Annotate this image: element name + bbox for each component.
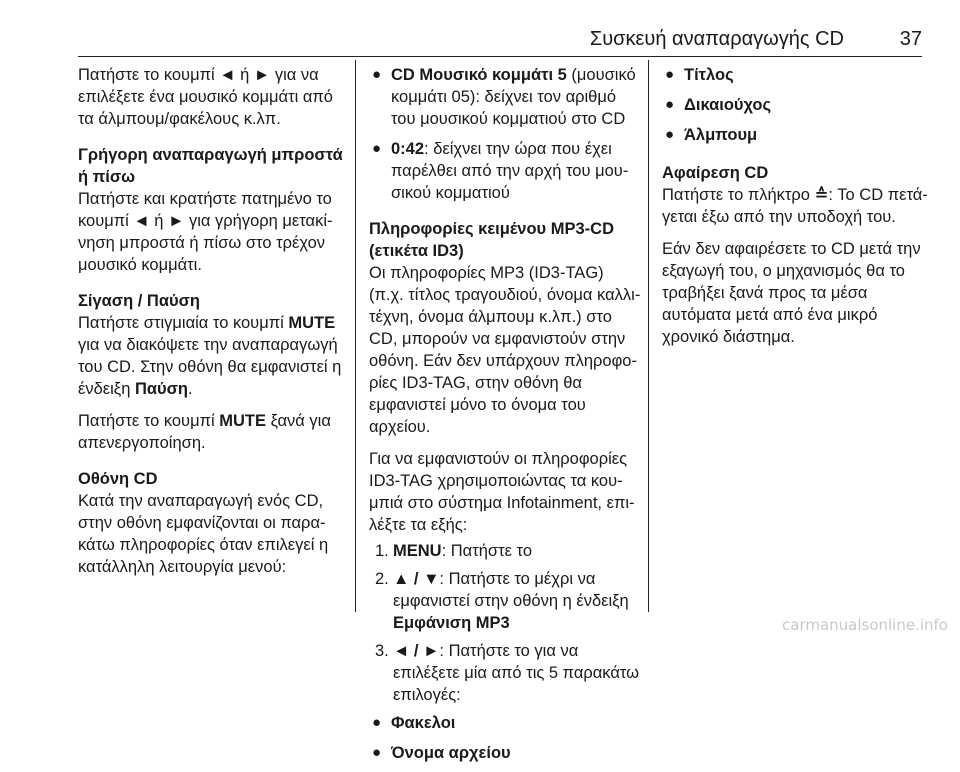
step-1 <box>369 540 641 562</box>
column-3 <box>662 64 932 358</box>
bullet-dot: ● <box>372 744 382 761</box>
bullet-dot: ● <box>372 714 382 731</box>
fast-forward-heading: Γρήγορη αναπαραγωγή μπροστά ή πίσω <box>78 146 343 186</box>
step-2 <box>369 568 641 634</box>
mp3-info-text: Οι πληροφορίες MP3 (ID3-TAG) (π.χ. τίτλος τραγουδιού, όνομα καλλιτέχνη, όνομα άλμπουμ κ.λπ.) στο CD, μπορούν να εμφανιστούν στην οθόνη. Εάν δεν υπάρχουν πληροφορίες ID3-TAG, στην οθόνη θα εμφανιστεί μόνο το όνομα του αρχείου. <box>369 264 641 436</box>
column-2 <box>369 64 641 772</box>
mute-key-label: MUTE <box>288 314 336 332</box>
track-display-label: CD Μουσικό κομμάτι 5 <box>391 66 567 84</box>
intro-paragraph: Πατήστε το κουμπί ◄ ή ► για να επιλέξετε ένα μουσικό κομμάτι από τα άλμπουμ/φακέλους κ.λπ. <box>78 66 333 128</box>
bullet-dot: ● <box>665 66 675 83</box>
time-display-text: : δείχνει την ώρα που έχει παρέλθει από την αρχή του μουσικού κομματιού <box>391 140 629 202</box>
bullet-dot: ● <box>372 66 382 83</box>
cd-screen-text: Κατά την αναπαραγωγή ενός CD, στην οθόνη εμφανίζονται οι παρακάτω πληροφορίες όταν επιλεγεί η κατάλληλη λειτουργία μενού: <box>78 492 329 576</box>
step-number: 1. <box>375 542 389 560</box>
list-item <box>662 94 932 116</box>
mute-text-pre: Πατήστε στιγμιαία το κουμπί <box>78 314 289 332</box>
unmute-text-pre: Πατήστε το κουμπί <box>78 412 220 430</box>
page-header <box>78 26 922 57</box>
up-down-key-label: ▲ / ▼ <box>393 570 440 588</box>
unmute-paragraph <box>78 410 348 454</box>
unmute-key-label: MUTE <box>219 412 266 430</box>
eject-auto-reload-text: Εάν δεν αφαιρέσετε το CD μετά την εξαγωγή του, ο μηχανισμός θα το τραβήξει ξανά προς τα μέσα αυτόματα μετά από ένα μικρό χρονικό διάστημα. <box>662 240 921 346</box>
option-filename: Όνομα αρχείου <box>391 744 511 762</box>
eject-text: : Το CD πετάγεται έξω από την υποδοχή του. <box>662 186 928 226</box>
eject-icon: ≙ <box>814 186 829 204</box>
unmute-text-end: ξανά για απενεργοποίηση. <box>78 412 331 452</box>
mute-paragraph <box>78 312 348 400</box>
option-album: Άλμπουμ <box>684 126 758 144</box>
mute-text-mid: για να διακόψετε την αναπαραγωγή του CD. Στην οθόνη θα εμφανιστεί η ένδειξη <box>78 336 342 398</box>
eject-heading: Αφαίρεση CD <box>662 164 769 182</box>
section-title: Συσκευή αναπαραγωγής CD <box>589 28 844 50</box>
step-1-text: : Πατήστε το <box>441 542 533 560</box>
mute-text-end: . <box>188 380 193 398</box>
bullet-dot: ● <box>665 126 675 143</box>
cd-screen-heading: Οθόνη CD <box>78 470 158 488</box>
list-item <box>369 138 641 204</box>
mp3-instructions: Για να εμφανιστούν οι πληροφορίες ID3-TAG χρησιμοποιώντας τα κουμπιά στο σύστημα Infotainment, επιλέξτε τα εξής: <box>369 450 635 534</box>
mute-heading: Σίγαση / Παύση <box>78 292 200 310</box>
column-divider-1 <box>355 60 356 612</box>
step-3-text: : Πατήστε το για να επιλέξετε μία από τις 5 παρακάτω επιλογές: <box>393 642 640 704</box>
step-number: 3. <box>375 642 389 660</box>
bullet-dot: ● <box>665 96 675 113</box>
column-divider-2 <box>648 60 649 612</box>
column-1 <box>78 64 348 588</box>
eject-paragraph <box>662 184 932 228</box>
pause-label: Παύση <box>134 380 188 398</box>
step-2-text: : Πατήστε το μέχρι να εμφανιστεί στην οθόνη η ένδειξη <box>393 570 629 610</box>
list-item <box>369 742 641 764</box>
watermark: carmanualsonline.info <box>782 616 948 634</box>
option-title: Τίτλος <box>684 66 734 84</box>
track-display-text: (μουσικό κομμάτι 05): δείχνει τον αριθμό του μουσικού κομματιού στο CD <box>391 66 636 128</box>
mp3-info-heading: Πληροφορίες κειμένου MP3-CD (ετικέτα ID3) <box>369 220 614 260</box>
list-item <box>662 64 932 86</box>
option-artist: Δικαιούχος <box>684 96 772 114</box>
page-number: 37 <box>899 28 922 50</box>
bullet-dot: ● <box>372 140 382 157</box>
eject-text-pre: Πατήστε το πλήκτρο <box>662 186 815 204</box>
time-display-label: 0:42 <box>391 140 425 158</box>
fast-forward-text: Πατήστε και κρατήστε πατημένο το κουμπί ◄ ή ► για γρήγορη μετακίνηση μπροστά ή πίσω στο τρέχον μουσικό κομμάτι. <box>78 190 333 274</box>
step-3 <box>369 640 641 706</box>
list-item <box>662 124 932 146</box>
list-item <box>369 712 641 734</box>
left-right-key-label: ◄ / ► <box>393 642 440 660</box>
list-item <box>369 64 641 130</box>
mp3-display-label: Εμφάνιση MP3 <box>393 614 510 632</box>
menu-key-label: MENU <box>393 542 442 560</box>
step-number: 2. <box>375 570 389 588</box>
option-folders: Φακελοι <box>391 714 456 732</box>
